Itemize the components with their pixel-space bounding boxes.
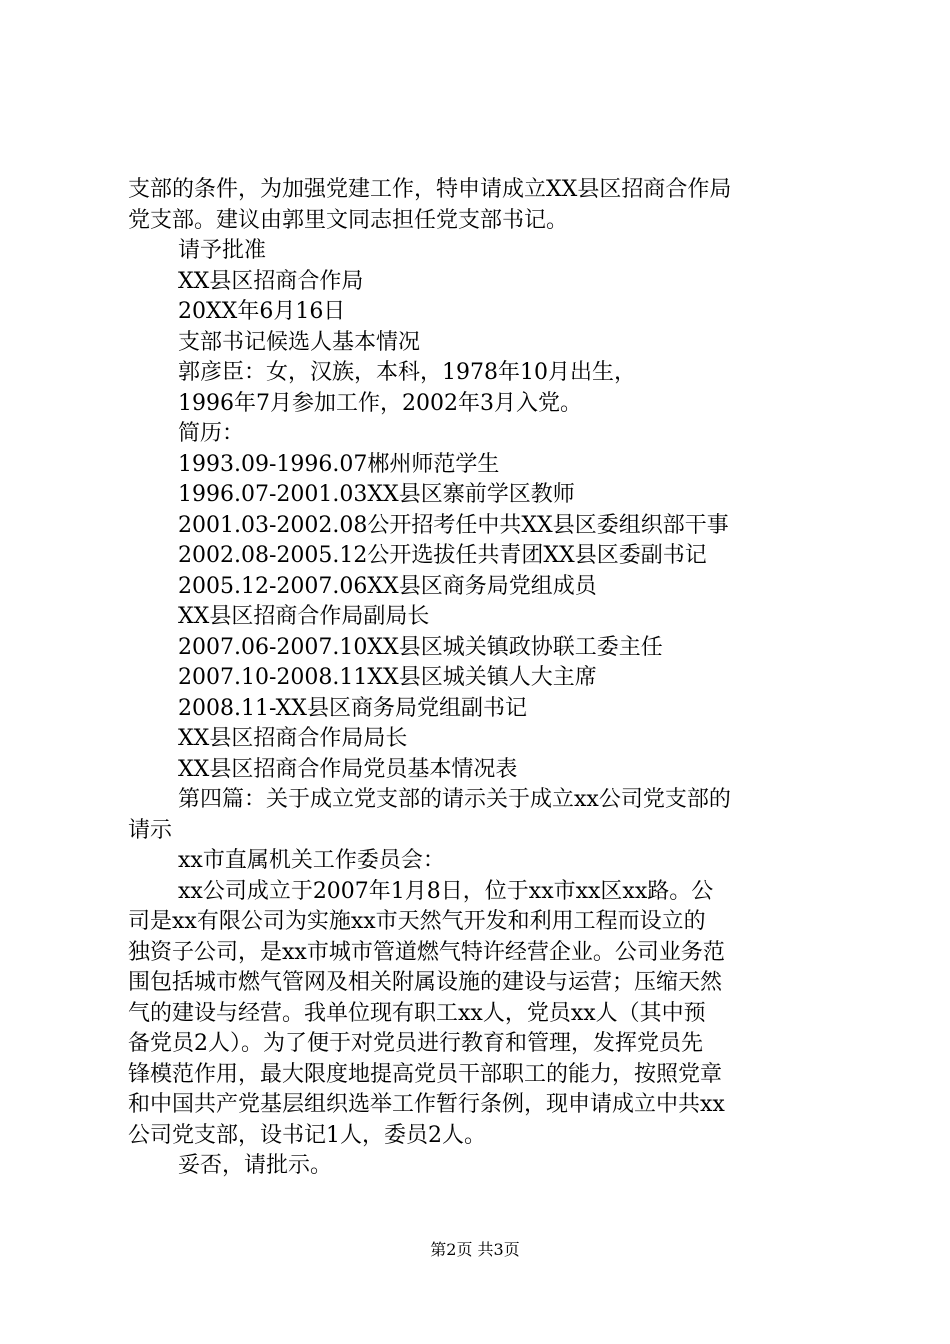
text-line: 备党员2人）。为了便于对党员进行教育和管理，发挥党员先 — [128, 1031, 703, 1056]
text-line: 支部书记候选人基本情况 — [178, 329, 421, 355]
text-line: 公司党支部，设书记1人，委员2人。 — [128, 1122, 486, 1148]
text-line: 1993.09-1996.07郴州师范学生 — [178, 451, 500, 477]
text-line: 请示 — [128, 817, 173, 843]
text-line: 锋模范作用，最大限度地提高党员干部职工的能力，按照党章 — [128, 1061, 723, 1087]
text-line: 1996年7月参加工作，2002年3月入党。 — [178, 390, 582, 416]
text-line: XX县区招商合作局局长 — [178, 726, 408, 751]
text-line: 2007.06-2007.10XX县区城关镇政协联工委主任 — [178, 634, 663, 660]
text-line: 独资子公司，是xx市城市管道燃气特许经营企业。公司业务范 — [128, 939, 725, 965]
text-line: 2005.12-2007.06XX县区商务局党组成员 — [178, 573, 597, 599]
text-line: 党支部。建议由郭里文同志担任党支部书记。 — [128, 207, 569, 233]
document-body — [128, 175, 838, 1182]
text-line: 和中国共产党基层组织选举工作暂行条例，现申请成立中共xx — [128, 1092, 725, 1117]
text-line: 司是xx有限公司为实施xx市天然气开发和利用工程而设立的 — [128, 909, 706, 934]
text-line: XX县区招商合作局副局长 — [178, 604, 430, 629]
text-line: 第四篇：关于成立党支部的请示关于成立xx公司党支部的 — [178, 787, 731, 812]
text-line: 支部的条件，为加强党建工作，特申请成立XX县区招商合作局 — [128, 177, 732, 202]
text-line: 2007.10-2008.11XX县区城关镇人大主席 — [178, 665, 597, 690]
text-line: 20XX年6月16日 — [178, 299, 346, 324]
text-line: 妥否，请批示。 — [178, 1153, 333, 1178]
text-line: 气的建设与经营。我单位现有职工xx人，党员xx人（其中预 — [128, 1000, 706, 1026]
text-line: 简历： — [178, 421, 245, 446]
text-line: 郭彦臣：女，汉族，本科，1978年10月出生， — [178, 360, 636, 385]
text-line: 1996.07-2001.03XX县区寨前学区教师 — [178, 482, 575, 507]
text-line: 请予批准 — [178, 238, 267, 263]
text-line: xx公司成立于2007年1月8日，位于xx市xx区xx路。公 — [178, 878, 714, 904]
text-line: 2008.11-XX县区商务局党组副书记 — [178, 695, 527, 721]
text-line: 围包括城市燃气管网及相关附属设施的建设与运营；压缩天然 — [128, 970, 723, 995]
text-line: XX县区招商合作局党员基本情况表 — [178, 756, 518, 782]
text-line: 2001.03-2002.08公开招考任中共XX县区委组织部干事 — [178, 512, 729, 538]
page-footer: 第2页 共3页 — [430, 1240, 520, 1259]
text-line: xx市直属机关工作委员会： — [178, 848, 445, 873]
text-line: XX县区招商合作局 — [178, 268, 364, 294]
text-line: 2002.08-2005.12公开选拔任共青团XX县区委副书记 — [178, 543, 707, 568]
